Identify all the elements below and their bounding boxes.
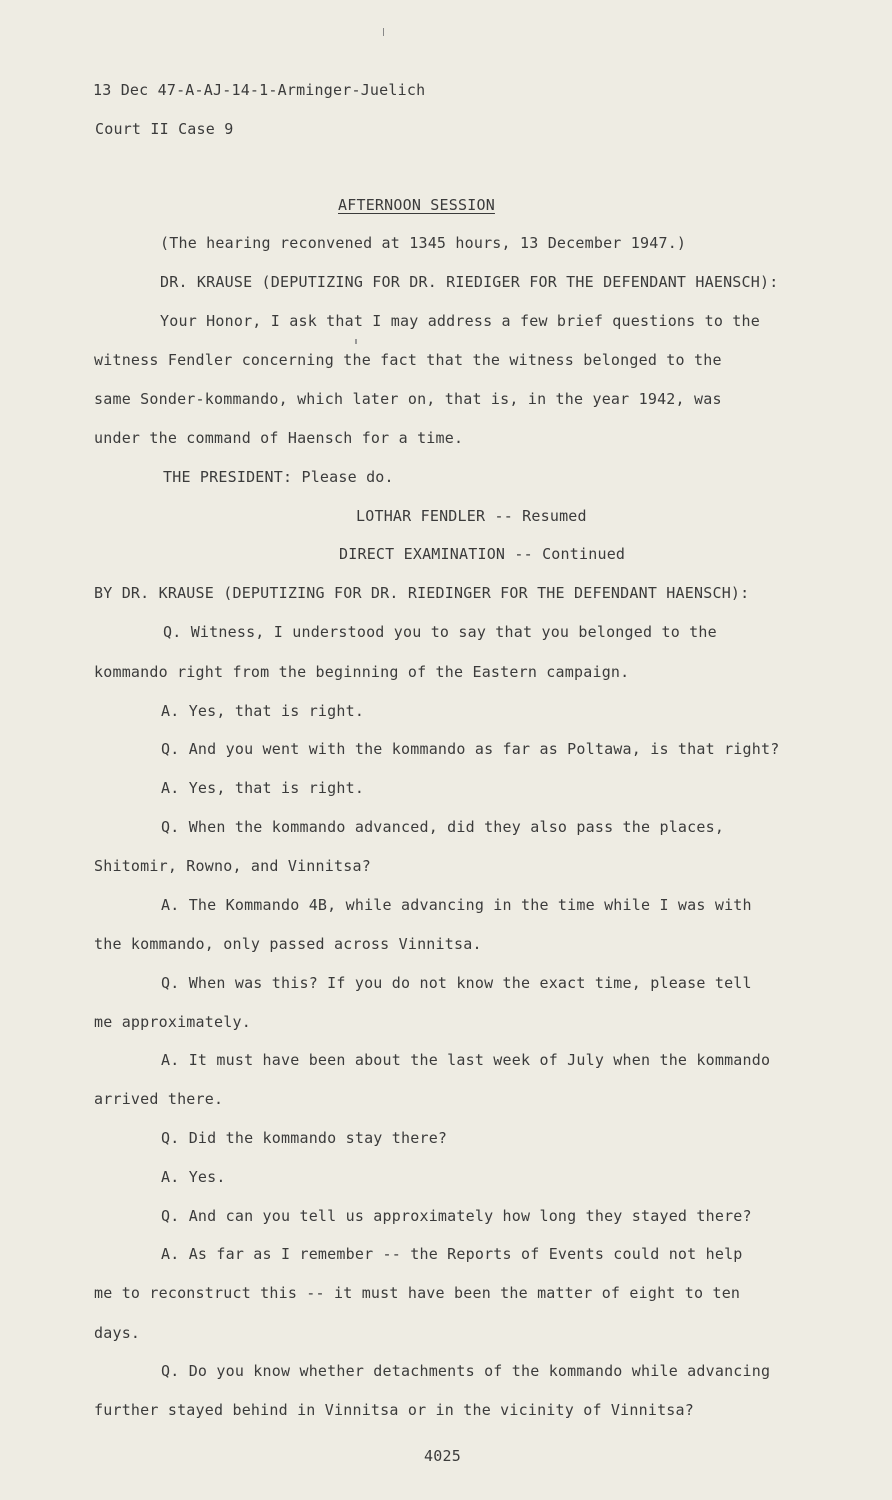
text-line: same Sonder-kommando, which later on, that is, in the year 1942, was bbox=[94, 390, 722, 408]
text-line: days. bbox=[94, 1324, 141, 1342]
text-line: (The hearing reconvened at 1345 hours, 13 December 1947.) bbox=[160, 234, 687, 252]
page-number: 4025 bbox=[424, 1447, 461, 1465]
witness-heading: LOTHAR FENDLER -- Resumed bbox=[356, 507, 587, 525]
text-line: me to reconstruct this -- it must have been the matter of eight to ten bbox=[94, 1284, 741, 1302]
paper-mark bbox=[355, 339, 357, 344]
document-reference: 13 Dec 47-A-AJ-14-1-Arminger-Juelich bbox=[93, 81, 426, 99]
question-line: Q. Witness, I understood you to say that you belonged to the bbox=[163, 623, 717, 641]
speaker-line: DR. KRAUSE (DEPUTIZING FOR DR. RIEDIGER FOR THE DEFENDANT HAENSCH): bbox=[160, 273, 779, 291]
speaker-line: THE PRESIDENT: Please do. bbox=[163, 468, 394, 486]
text-line: the kommando, only passed across Vinnitsa. bbox=[94, 935, 482, 953]
question-line: Q. And you went with the kommando as far as Poltawa, is that right? bbox=[161, 740, 780, 758]
answer-line: A. As far as I remember -- the Reports of Events could not help bbox=[161, 1245, 743, 1263]
answer-line: A. Yes. bbox=[161, 1168, 226, 1186]
session-title: AFTERNOON SESSION bbox=[338, 196, 495, 214]
examiner-line: BY DR. KRAUSE (DEPUTIZING FOR DR. RIEDINGER FOR THE DEFENDANT HAENSCH): bbox=[94, 584, 750, 602]
text-line: witness Fendler concerning the fact that the witness belonged to the bbox=[94, 351, 722, 369]
text-line: under the command of Haensch for a time. bbox=[94, 429, 464, 447]
text-line: Your Honor, I ask that I may address a few brief questions to the bbox=[160, 312, 760, 330]
examination-heading: DIRECT EXAMINATION -- Continued bbox=[339, 545, 626, 563]
question-line: Q. Did the kommando stay there? bbox=[161, 1129, 448, 1147]
answer-line: A. Yes, that is right. bbox=[161, 779, 365, 797]
court-case-label: Court II Case 9 bbox=[95, 120, 234, 138]
text-line: further stayed behind in Vinnitsa or in the vicinity of Vinnitsa? bbox=[94, 1401, 694, 1419]
question-line: Q. Do you know whether detachments of the kommando while advancing bbox=[161, 1362, 771, 1380]
question-line: Q. When was this? If you do not know the exact time, please tell bbox=[161, 974, 752, 992]
text-line: Shitomir, Rowno, and Vinnitsa? bbox=[94, 857, 371, 875]
text-line: kommando right from the beginning of the Eastern campaign. bbox=[94, 663, 630, 681]
answer-line: A. It must have been about the last week of July when the kommando bbox=[161, 1051, 771, 1069]
paper-mark bbox=[383, 28, 384, 36]
answer-line: A. Yes, that is right. bbox=[161, 702, 365, 720]
answer-line: A. The Kommando 4B, while advancing in the time while I was with bbox=[161, 896, 752, 914]
question-line: Q. And can you tell us approximately how long they stayed there? bbox=[161, 1207, 752, 1225]
question-line: Q. When the kommando advanced, did they also pass the places, bbox=[161, 818, 725, 836]
text-line: arrived there. bbox=[94, 1090, 224, 1108]
text-line: me approximately. bbox=[94, 1013, 251, 1031]
